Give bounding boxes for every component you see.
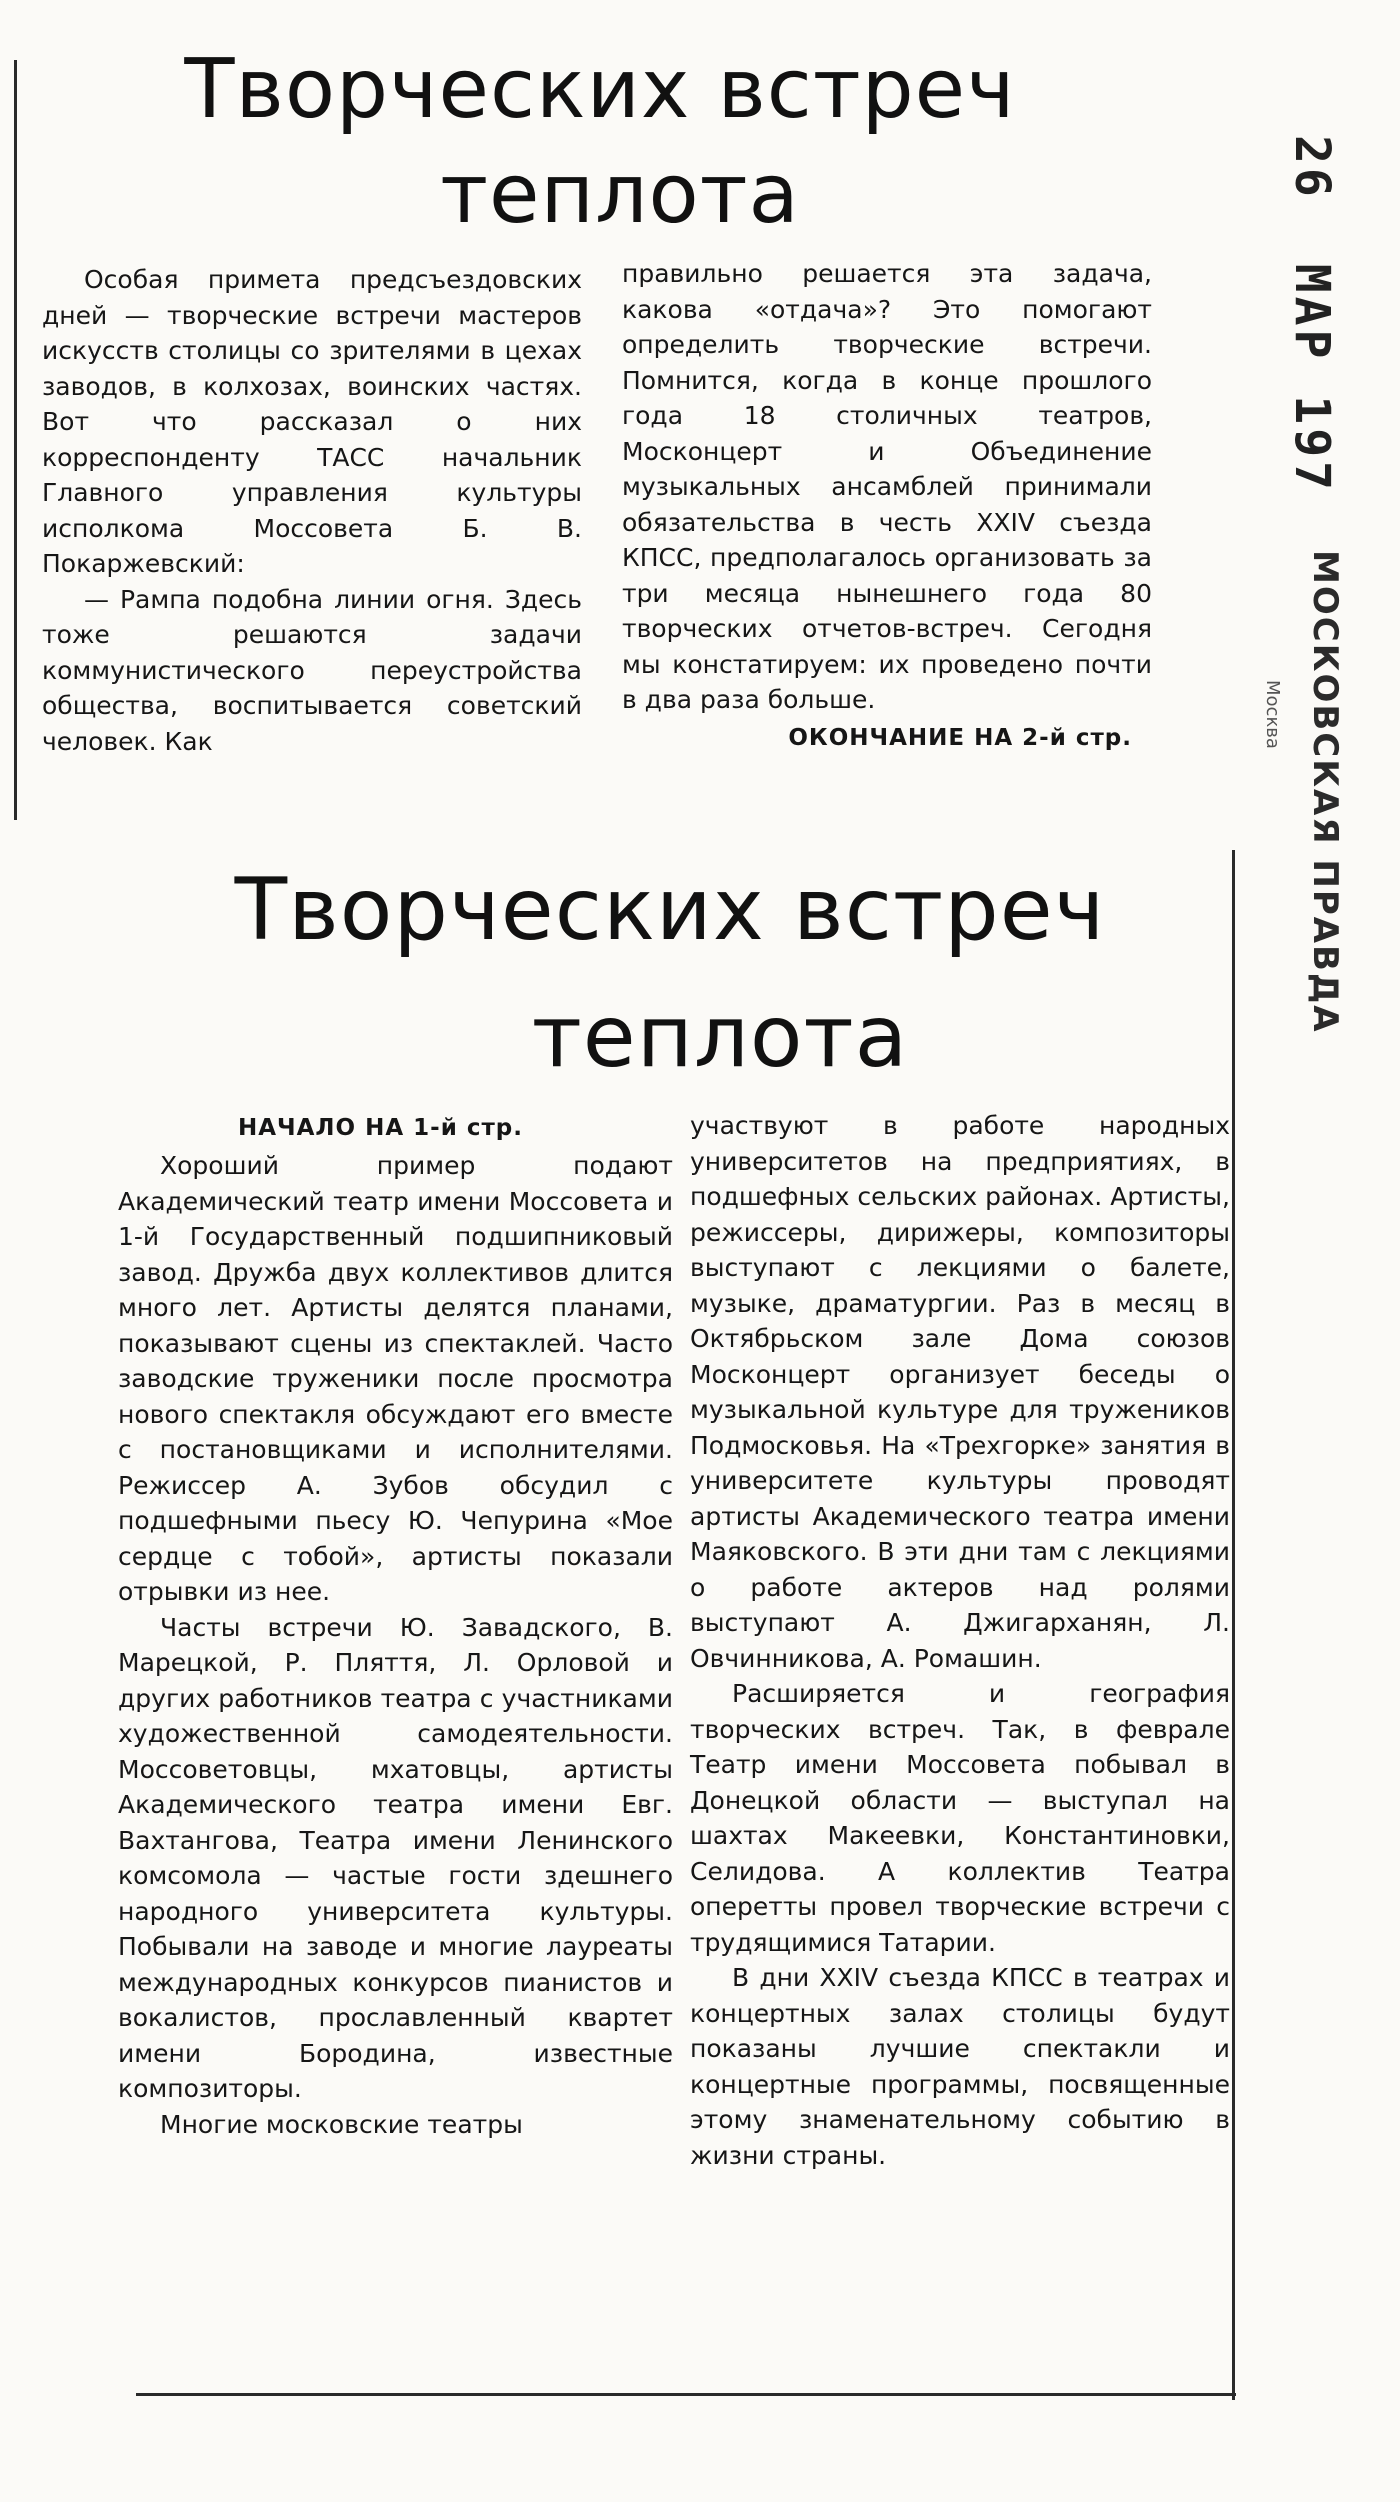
article1-column-2: [622, 256, 1152, 754]
right-column-rule: [1232, 850, 1235, 2400]
article2-col1-para-3: Многие московские театры: [160, 2109, 523, 2139]
article2-col2-para-3: В дни XXIV съезда КПСС в театрах и концертных залах столицы будут показаны лучшие спектакли и концертные программы, посвященные этому знаменательному событию в жизни страны.: [690, 1963, 1230, 2170]
article2-column-2: [690, 1108, 1230, 2173]
article2-title-line2: теплота: [531, 987, 909, 1087]
article2-start-note: НАЧАЛО НА 1-й стр.: [238, 1115, 523, 1141]
source-newspaper-label: МОСКОВСКАЯ ПРАВДА: [1305, 550, 1345, 1034]
article1-title-line1: Творческих встреч: [184, 42, 1016, 137]
article1-col1-para-1: Особая примета предсъездовских дней — творческие встречи мастеров искусств столицы со зрителями в цехах заводов, в колхозах, воинских частях. Вот что рассказал о них корреспонденту ТАСС начальник Главного управления культуры исполкома Моссовета Б. В. Покаржевский:: [42, 265, 582, 578]
date-stamp: [1284, 135, 1340, 494]
article1-continued-note: ОКОНЧАНИЕ НА 2-й стр.: [788, 724, 1132, 751]
article2-col1-para-2: Часты встречи Ю. Завадского, В. Марецкой, Р. Пляття, Л. Орловой и других работников театра с участниками художественной самодеятельности. Моссоветовцы, мхатовцы, артисты Академического театра имени Евг. Вахтангова, Театра имени Ленинского комсомола — частые гости здешнего народного университета культуры. Побывали на заводе и многие лауреаты международных конкурсов пианистов и вокалистов, прославленный квартет имени Бородина, известные композиторы.: [118, 1612, 673, 2103]
article1-col1-para-2: — Рампа подобна линии огня. Здесь тоже решаются задачи коммунистического переустройства общества, воспитывается советский человек. Как: [42, 584, 582, 756]
date-stamp-month-year: МАР 197: [1284, 263, 1340, 494]
article2-col2-para-1: участвуют в работе народных университетов на предприятиях, в подшефных сельских районах. Артисты, режиссеры, дирижеры, композиторы выступают с лекциями о балете, музыке, драматургии. Раз в месяц в Октябрьском зале Дома союзов Москонцерт организует беседы о музыкальной культуре для тружеников Подмосковья. На «Трехгорке» занятия в университете культуры проводят артисты Академического театра имени Маяковского. В эти дни там с лекциями о работе актеров над ролями выступают А. Джигарханян, Л. Овчинникова, А. Ромашин.: [690, 1111, 1230, 1673]
source-note: Москва: [1262, 680, 1283, 749]
article1-col2-para-1: правильно решается эта задача, какова «отдача»? Это помогают определить творческие встречи. Помнится, когда в конце прошлого года 18 столичных театров, Москонцерт и Объединение музыкальных ансамблей принимали обязательства в честь XXIV съезда КПСС, предполагалось организовать за три месяца нынешнего года 80 творческих отчетов-встреч. Сегодня мы констатируем: их проведено почти в два раза больше.: [622, 259, 1152, 714]
article1-column-1: [42, 262, 582, 759]
left-margin-rule: [14, 60, 17, 820]
article2-title-line1: Творческих встреч: [234, 860, 1106, 960]
article1-title-line2: теплота: [440, 147, 800, 242]
bottom-rule: [136, 2393, 1236, 2396]
article2-col1-para-1: Хороший пример подают Академический театр имени Моссовета и 1-й Государственный подшипниковый завод. Дружба двух коллективов длится много лет. Артисты делятся планами, показывают сцены из спектаклей. Часто заводские труженики после просмотра нового спектакля обсуждают его вместе с постановщиками и исполнителями. Режиссер А. Зубов обсудил с подшефными пьесу Ю. Чепурина «Мое сердце с тобой», артисты показали отрывки из нее.: [118, 1151, 673, 1606]
article2-col2-para-2: Расширяется и география творческих встреч. Так, в феврале Театр имени Моссовета побывал в Донецкой области — выступал на шахтах Макеевки, Константиновки, Селидова. А коллектив Театра оперетты провел творческие встречи с трудящимися Татарии.: [690, 1679, 1230, 1957]
article2-column-1: [118, 1112, 673, 2142]
date-stamp-day: 26: [1284, 135, 1340, 201]
